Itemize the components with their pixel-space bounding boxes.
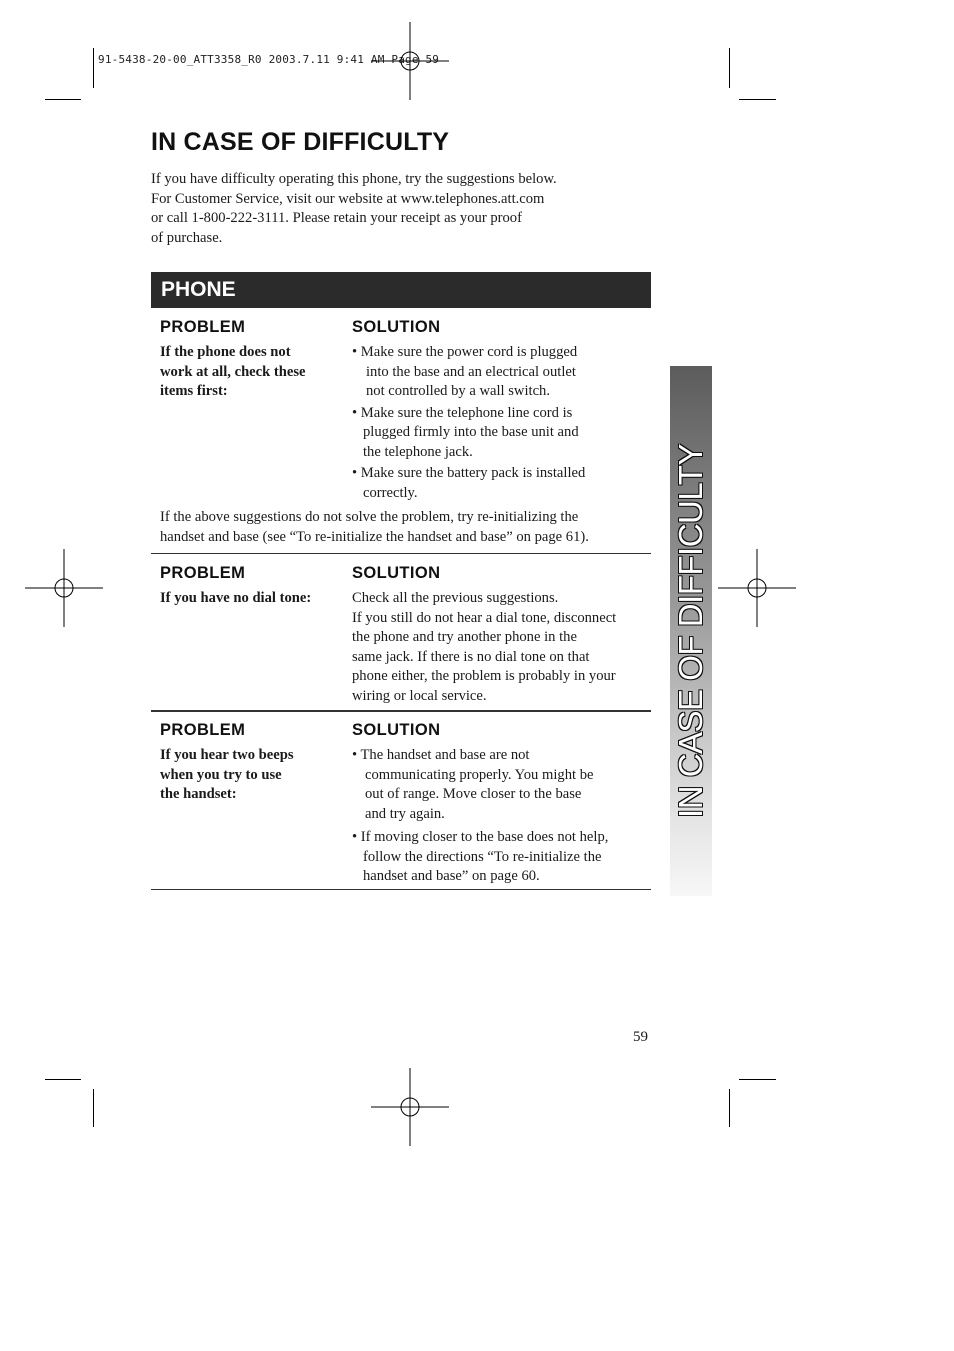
- problem-label: PROBLEM: [160, 318, 246, 336]
- problem-line: the handset:: [160, 786, 237, 802]
- solution-bullet: [352, 464, 585, 503]
- registration-mark-bottom: [371, 1068, 449, 1146]
- side-tab: [670, 366, 712, 896]
- solution-line: Make sure the telephone line cord is: [360, 404, 573, 421]
- problem-line: If the phone does not: [160, 344, 291, 360]
- note-line: If the above suggestions do not solve the problem, try re-initializing the: [160, 509, 579, 525]
- registration-mark-left: [25, 549, 103, 627]
- solution-line: The handset and base are not: [360, 747, 530, 763]
- crop-mark-top-right-v: [729, 48, 730, 88]
- solution-line: Make sure the battery pack is installed: [360, 465, 586, 481]
- divider: [151, 889, 651, 890]
- solution-line: follow the directions “To re-initialize the: [363, 848, 602, 865]
- bullet-dot: •: [352, 829, 358, 845]
- problem-line: work at all, check these: [160, 363, 306, 380]
- problem-line: If you hear two beeps: [160, 747, 294, 763]
- intro-line: or call 1-800-222-3111. Please retain your receipt as your proof: [151, 210, 522, 227]
- solution-bullet: [352, 404, 585, 463]
- solution-line: communicating properly. You might be: [365, 766, 594, 783]
- solution-line: Check all the previous suggestions.: [352, 590, 559, 606]
- bullet-dot: •: [352, 747, 358, 763]
- solution-line: not controlled by a wall switch.: [366, 383, 551, 399]
- solution-line: If moving closer to the base does not help,: [360, 829, 609, 845]
- solution-line: wiring or local service.: [352, 687, 487, 704]
- solution-line: out of range. Move closer to the base: [365, 786, 582, 802]
- page-title: IN CASE OF DIFFICULTY: [151, 128, 450, 156]
- crop-mark-top-left-v: [93, 48, 94, 88]
- registration-mark-right: [718, 549, 796, 627]
- page-number: 59: [633, 1029, 648, 1045]
- printer-slug: 91-5438-20-00_ATT3358_R0 2003.7.11 9:41 AM Page 59: [98, 53, 440, 66]
- crop-mark-bottom-left-v: [93, 1089, 94, 1127]
- crop-mark-top-left-h: [45, 99, 81, 100]
- reinitialize-note: [160, 508, 660, 547]
- divider: [151, 710, 651, 712]
- problem-line: items first:: [160, 383, 228, 399]
- problem-text: [160, 589, 311, 609]
- problem-label: PROBLEM: [160, 721, 246, 739]
- bullet-dot: •: [352, 344, 358, 360]
- solution-bullet: [352, 828, 608, 887]
- crop-mark-top-right-h: [739, 99, 776, 100]
- intro-line: of purchase.: [151, 229, 223, 246]
- solution-line: Make sure the power cord is plugged: [360, 344, 578, 360]
- bullet-dot: •: [352, 465, 358, 481]
- solution-line: the phone and try another phone in the: [352, 629, 577, 645]
- solution-line: the telephone jack.: [363, 443, 473, 460]
- solution-bullet: [352, 746, 608, 824]
- problem-text: [160, 746, 294, 805]
- problem-line: when you try to use: [160, 766, 282, 783]
- divider: [151, 553, 651, 554]
- solution-line: and try again.: [365, 805, 445, 822]
- note-line: handset and base (see “To re-initialize the handset and base” on page 61).: [160, 528, 589, 545]
- solution-list: [352, 343, 585, 503]
- problem-text: [160, 343, 306, 402]
- solution-line: phone either, the problem is probably in your: [352, 668, 616, 684]
- solution-line: If you still do not hear a dial tone, disconnect: [352, 609, 617, 626]
- bullet-dot: •: [352, 404, 358, 421]
- intro-line: If you have difficulty operating this phone, try the suggestions below.: [151, 171, 557, 187]
- problem-line: If you have no dial tone:: [160, 590, 312, 606]
- solution-list: [352, 746, 608, 887]
- section-header-phone: PHONE: [151, 272, 651, 308]
- solution-bullet: [352, 343, 585, 402]
- registration-mark-top: [371, 22, 449, 100]
- problem-label: PROBLEM: [160, 564, 246, 582]
- solution-text: [352, 589, 616, 706]
- solution-line: plugged firmly into the base unit and: [363, 424, 579, 440]
- solution-line: into the base and an electrical outlet: [366, 363, 576, 380]
- solution-line: same jack. If there is no dial tone on that: [352, 648, 590, 665]
- crop-mark-bottom-right-v: [729, 1089, 730, 1127]
- solution-line: handset and base” on page 60.: [363, 868, 540, 884]
- side-tab-label: IN CASE OF DIFFICULTY: [672, 444, 709, 818]
- crop-mark-bottom-right-h: [739, 1079, 776, 1080]
- solution-label: SOLUTION: [352, 318, 441, 336]
- intro-line: For Customer Service, visit our website at www.telephones.att.com: [151, 190, 545, 207]
- intro-paragraph: [151, 170, 621, 248]
- solution-label: SOLUTION: [352, 564, 441, 582]
- solution-line: correctly.: [363, 484, 418, 501]
- crop-mark-bottom-left-h: [45, 1079, 81, 1080]
- solution-label: SOLUTION: [352, 721, 441, 739]
